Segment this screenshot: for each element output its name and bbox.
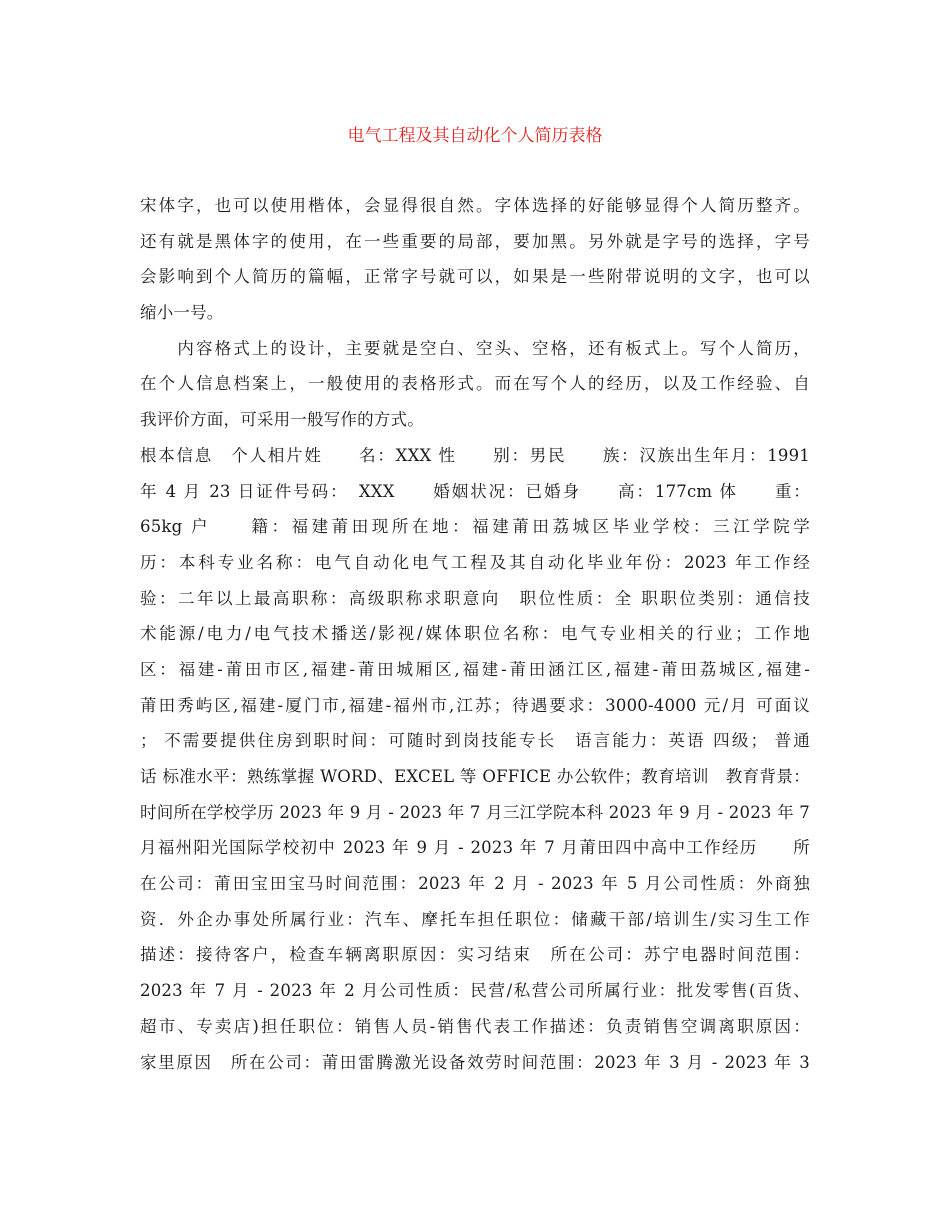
text-line: 莆田秀屿区,福建-厦门市,福建-福州市,江苏；待遇要求：3000-4000 元/月 可面议	[140, 695, 810, 715]
text-line: 根本信息 个人相片姓 名：XXX 性 别：男民 族：汉族出生年月：1991	[140, 445, 810, 465]
text-line: 缩小一号。	[140, 303, 224, 323]
text-line: 话 标准水平：熟练掌握 WORD、EXCEL 等 OFFICE 办公软件；教育培训 教育背景：	[140, 767, 810, 786]
text-line: 年 4 月 23 日证件号码： XXX 婚姻状况：已婚身 高：177cm 体 重：	[140, 481, 810, 501]
text-line: 内容格式上的设计，主要就是空白、空头、空格，还有板式上。写个人简历，	[140, 338, 810, 358]
text-line: 验：二年以上最高职称：高级职称求职意向 职位性质：全 职职位类别：通信技	[140, 588, 810, 608]
text-line: ； 不需要提供住房到职时间：可随时到岗技能专长 语言能力：英语 四级； 普通	[140, 731, 810, 751]
text-line: 我评价方面，可采用一般写作的方式。	[140, 410, 424, 430]
text-line: 超市、专卖店)担任职位：销售人员-销售代表工作描述：负责销售空调离职原因：	[140, 1016, 810, 1036]
text-line: 在公司：莆田宝田宝马时间范围：2023 年 2 月 - 2023 年 5 月公司性质：外商独	[140, 874, 810, 894]
text-line: 65kg 户 籍：福建莆田现所在地：福建莆田荔城区毕业学校：三江学院学	[140, 517, 810, 537]
document-title: 电气工程及其自动化个人简历表格	[347, 126, 603, 146]
text-line: 资．外企办事处所属行业：汽车、摩托车担任职位：储藏干部/培训生/实习生工作	[140, 909, 810, 929]
text-line: 时间所在学校学历 2023 年 9 月 - 2023 年 7 月三江学院本科 2023 年 9 月 - 2023 年 7	[140, 802, 810, 822]
text-line: 家里原因 所在公司：莆田雷腾激光设备效劳时间范围：2023 年 3 月 - 2023 年 3	[140, 1052, 810, 1072]
text-line: 会影响到个人简历的篇幅，正常字号就可以，如果是一些附带说明的文字，也可以	[140, 267, 810, 287]
text-line: 历：本科专业名称：电气自动化电气工程及其自动化毕业年份：2023 年工作经	[140, 552, 810, 572]
text-line: 还有就是黑体字的使用，在一些重要的局部，要加黑。另外就是字号的选择，字号	[140, 231, 810, 251]
text-line: 月福州阳光国际学校初中 2023 年 9 月 - 2023 年 7 月莆田四中高中工作经历 所	[140, 838, 810, 858]
document-body	[140, 188, 810, 1080]
text-line: 区：福建-莆田市区,福建-莆田城厢区,福建-莆田涵江区,福建-莆田荔城区,福建-	[140, 659, 810, 679]
text-line: 术能源/电力/电气技术播送/影视/媒体职位名称：电气专业相关的行业；工作地	[140, 624, 810, 644]
text-line: 宋体字，也可以使用楷体，会显得很自然。字体选择的好能够显得个人简历整齐。	[140, 196, 810, 215]
text-line: 描述：接待客户，检查车辆离职原因：实习结束 所在公司：苏宁电器时间范围：	[140, 945, 810, 965]
text-line: 在个人信息档案上，一般使用的表格形式。而在写个人的经历，以及工作经验、自	[140, 374, 810, 394]
text-line: 2023 年 7 月 - 2023 年 2 月公司性质：民营/私营公司所属行业：批发零售(百货、	[140, 981, 810, 1001]
